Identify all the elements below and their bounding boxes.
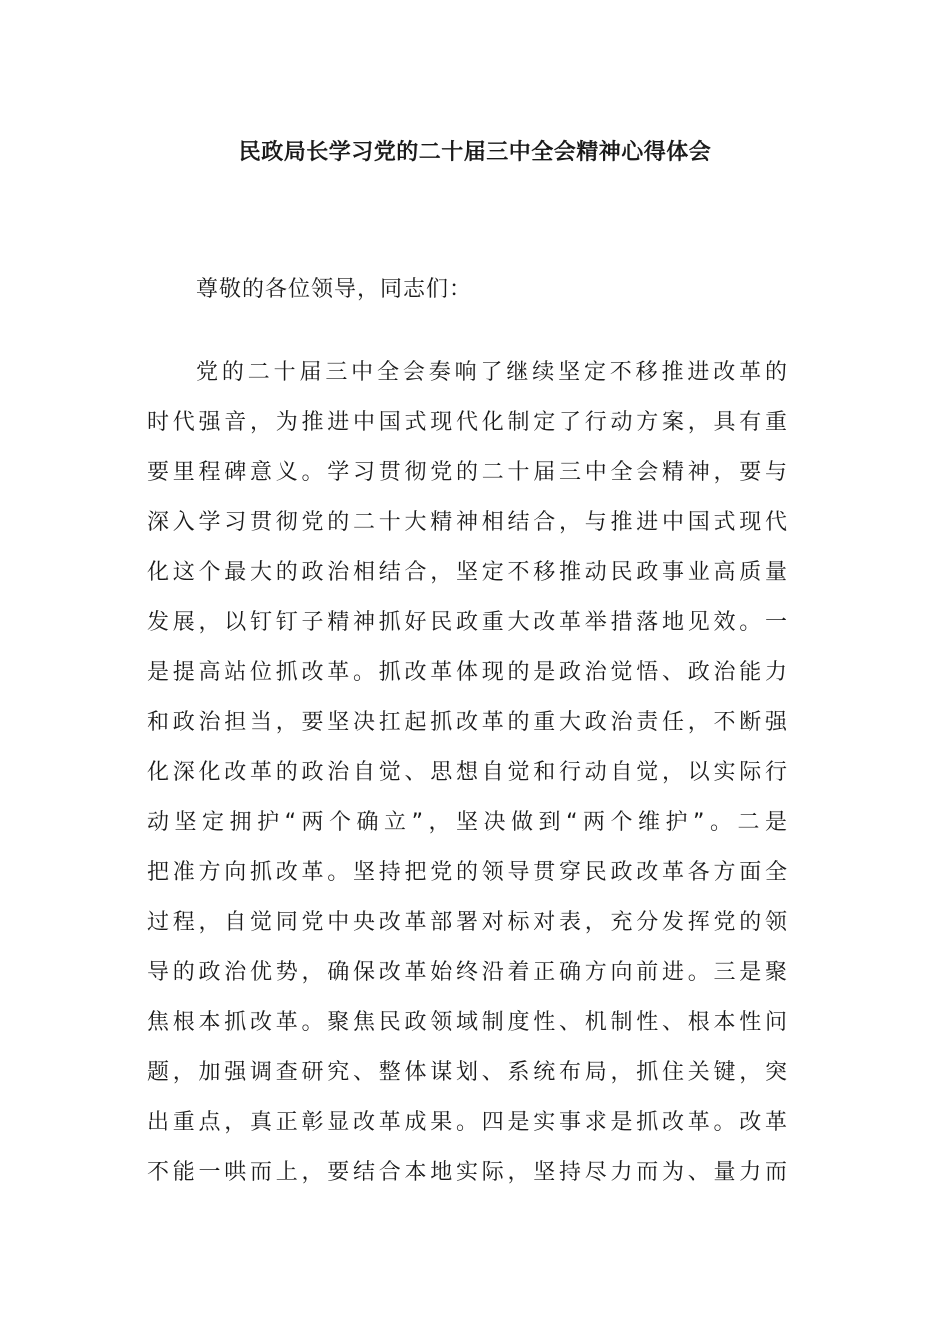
text-line: 过程，自觉同党中央改革部署对标对表，充分发挥党的领 bbox=[147, 910, 787, 935]
text-line: 发展，以钉钉子精神抓好民政重大改革举措落地见效。一 bbox=[147, 610, 787, 635]
text-line: 焦根本抓改革。聚焦民政领域制度性、机制性、根本性问 bbox=[147, 1010, 787, 1035]
text-line: 和政治担当，要坚决扛起抓改革的重大政治责任，不断强 bbox=[147, 710, 787, 735]
text-line: 出重点，真正彰显改革成果。四是实事求是抓改革。改革 bbox=[147, 1110, 787, 1135]
text-line: 化这个最大的政治相结合，坚定不移推动民政事业高质量 bbox=[147, 560, 787, 585]
text-line: 要里程碑意义。学习贯彻党的二十届三中全会精神，要与 bbox=[147, 460, 787, 485]
text-line: 时代强音，为推进中国式现代化制定了行动方案，具有重 bbox=[147, 410, 787, 435]
text-line: 深入学习贯彻党的二十大精神相结合，与推进中国式现代 bbox=[147, 510, 787, 535]
document-title: 民政局长学习党的二十届三中全会精神心得体会 bbox=[238, 140, 712, 165]
text-line: 动坚定拥护“两个确立”，坚决做到“两个维护”。二是 bbox=[147, 810, 787, 835]
body-paragraph bbox=[147, 353, 787, 1203]
text-line: 化深化改革的政治自觉、思想自觉和行动自觉，以实际行 bbox=[147, 760, 787, 785]
text-line: 不能一哄而上，要结合本地实际，坚持尽力而为、量力而 bbox=[147, 1160, 787, 1185]
text-line: 导的政治优势，确保改革始终沿着正确方向前进。三是聚 bbox=[147, 960, 787, 985]
text-line: 党的二十届三中全会奏响了继续坚定不移推进改革的 bbox=[196, 360, 787, 385]
text-line: 题，加强调查研究、整体谋划、系统布局，抓住关键，突 bbox=[147, 1060, 787, 1085]
text-line: 把准方向抓改革。坚持把党的领导贯穿民政改革各方面全 bbox=[147, 860, 787, 885]
salutation: 尊敬的各位领导，同志们： bbox=[196, 277, 473, 302]
text-line: 是提高站位抓改革。抓改革体现的是政治觉悟、政治能力 bbox=[147, 660, 787, 685]
